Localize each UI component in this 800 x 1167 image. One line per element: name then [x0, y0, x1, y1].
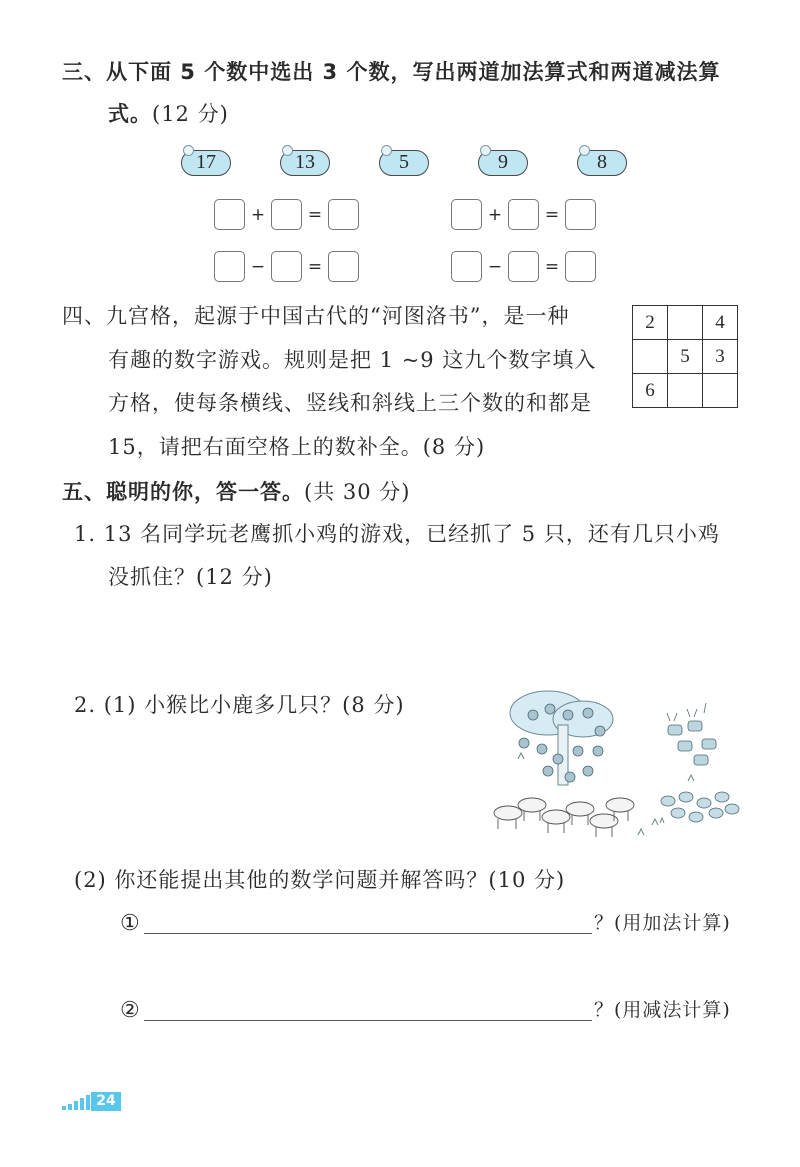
grid-cell-empty[interactable]	[703, 374, 738, 408]
grid-cell: 4	[703, 306, 738, 340]
card-bubble-icon	[579, 145, 590, 156]
blank2-marker: ②	[120, 998, 141, 1023]
grid-cell: 5	[668, 340, 703, 374]
equals-sign: =	[307, 257, 323, 277]
grid-cell-empty[interactable]	[668, 306, 703, 340]
camels-icon	[494, 798, 634, 837]
signal-bars-icon	[62, 1092, 92, 1112]
answer-box[interactable]	[271, 251, 302, 282]
answer-box[interactable]	[214, 251, 245, 282]
answer-box[interactable]	[214, 199, 245, 230]
section5-score: (共 30 分)	[304, 480, 411, 504]
grid-cell: 3	[703, 340, 738, 374]
grid-cell-empty[interactable]	[668, 374, 703, 408]
minus-sign: −	[250, 257, 266, 277]
answer-box[interactable]	[565, 251, 596, 282]
card-bubble-icon	[282, 145, 293, 156]
plus-sign: +	[487, 205, 503, 225]
answer-line-2[interactable]	[144, 1020, 592, 1021]
section4-line1: 四、九宫格，起源于中国古代的“河图洛书”，是一种	[62, 304, 570, 328]
answer-box[interactable]	[451, 199, 482, 230]
section5-title-row	[62, 482, 410, 503]
blank1-suffix: ？(用加法计算)	[594, 912, 731, 934]
deer-group-icon	[667, 703, 716, 765]
section4-line2: 有趣的数字游戏。规则是把 1 ~9 这九个数字填入	[108, 348, 597, 372]
equals-sign: =	[544, 257, 560, 277]
answer-box[interactable]	[328, 251, 359, 282]
section3-score: (12 分)	[152, 102, 229, 126]
magic-square-grid	[632, 305, 738, 408]
answer-box[interactable]	[271, 199, 302, 230]
card-bubble-icon	[183, 145, 194, 156]
number-card: 17	[181, 150, 231, 176]
answer-box[interactable]	[451, 251, 482, 282]
blank2-suffix: ？(用减法计算)	[594, 999, 731, 1021]
number-card: 13	[280, 150, 330, 176]
answer-box[interactable]	[508, 199, 539, 230]
section3-title-line1: 三、从下面 5 个数中选出 3 个数，写出两道加法算式和两道减法算	[62, 60, 721, 84]
grid-cell: 2	[633, 306, 668, 340]
section3-title-end: 式。	[108, 102, 152, 126]
section4-line3: 方格，使每条横线、竖线和斜线上三个数的和都是	[108, 391, 592, 415]
number-card: 8	[577, 150, 627, 176]
card-bubble-icon	[381, 145, 392, 156]
answer-line-1[interactable]	[144, 933, 592, 934]
rabbits-icon	[661, 792, 739, 822]
answer-box[interactable]	[328, 199, 359, 230]
section5-title: 五、聪明的你，答一答。	[62, 480, 304, 504]
q2-part2: (2) 你还能提出其他的数学问题并解答吗？(10 分)	[74, 868, 566, 892]
blank1-marker: ①	[120, 911, 141, 936]
number-card: 9	[478, 150, 528, 176]
answer-box[interactable]	[508, 251, 539, 282]
answer-box[interactable]	[565, 199, 596, 230]
q1-line1: 1. 13 名同学玩老鹰抓小鸡的游戏，已经抓了 5 只，还有几只小鸡	[74, 522, 720, 546]
page-number: 24	[91, 1092, 121, 1111]
q1-line2: 没抓住？(12 分)	[108, 565, 273, 589]
animals-illustration	[488, 685, 750, 855]
grid-cell-empty[interactable]	[633, 340, 668, 374]
equals-sign: =	[307, 205, 323, 225]
plus-sign: +	[250, 205, 266, 225]
section4-line4: 15，请把右面空格上的数补全。(8 分)	[108, 435, 486, 459]
q2-part1: 2. (1) 小猴比小鹿多几只？(8 分)	[74, 693, 405, 717]
section3-title-line2	[108, 104, 229, 125]
minus-sign: −	[487, 257, 503, 277]
grid-cell: 6	[633, 374, 668, 408]
equals-sign: =	[544, 205, 560, 225]
number-card: 5	[379, 150, 429, 176]
card-bubble-icon	[480, 145, 491, 156]
